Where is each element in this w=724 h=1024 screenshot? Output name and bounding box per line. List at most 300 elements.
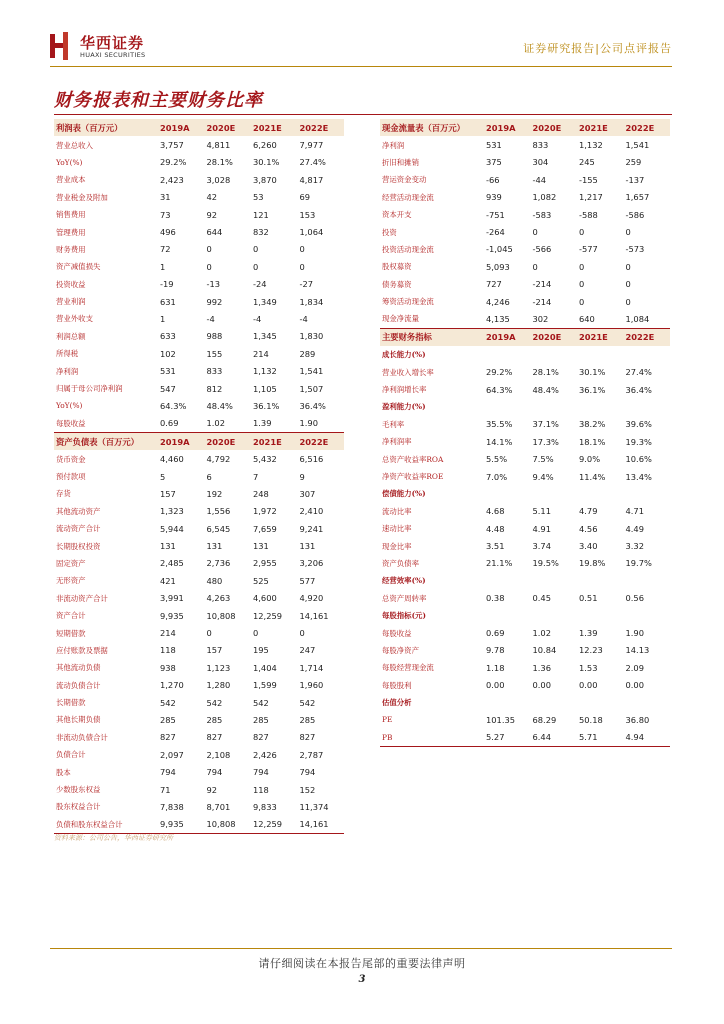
- cell-value: 131: [206, 541, 223, 552]
- cell-value: 542: [206, 697, 223, 708]
- table-row: [54, 450, 344, 467]
- row-label: 资产减值损失: [56, 262, 101, 272]
- cell-value: 525: [253, 575, 269, 586]
- row-label: 固定资产: [56, 558, 86, 568]
- cell-value: 259: [625, 157, 642, 168]
- cell-value: 304: [532, 157, 549, 168]
- row-label: 股东权益合计: [56, 802, 101, 812]
- row-label: 股本: [56, 767, 71, 777]
- cell-value: 0: [532, 261, 538, 272]
- cell-value: 9.4%: [532, 471, 554, 482]
- cell-value: 42: [206, 192, 218, 203]
- row-label: 每股股利: [382, 680, 412, 690]
- cell-value: 2022E: [298, 119, 345, 136]
- row-label: 投资: [382, 227, 397, 237]
- row-label: 其他流动负债: [56, 663, 101, 673]
- cell-value: 1,345: [253, 331, 277, 342]
- cell-value: 195: [253, 645, 269, 656]
- cell-value: 0: [625, 227, 631, 238]
- cell-value: 4,246: [486, 296, 510, 307]
- cell-value: 1.18: [486, 662, 505, 673]
- cell-value: 0.00: [625, 680, 644, 691]
- right-column: [380, 119, 670, 747]
- cell-value: 1.02: [532, 628, 551, 639]
- cell-value: 64.3%: [160, 400, 187, 411]
- table-row: [380, 381, 670, 398]
- cell-value: 155: [206, 348, 223, 359]
- cell-value: 19.7%: [625, 558, 652, 569]
- cell-value: [531, 398, 578, 415]
- cell-value: 5.11: [532, 506, 551, 517]
- row-label: 资产负债率: [382, 558, 419, 568]
- table-row: [54, 206, 344, 223]
- cell-value: 827: [206, 732, 223, 743]
- table-row: [380, 206, 670, 223]
- table-row: [54, 642, 344, 659]
- title-divider: [54, 114, 672, 115]
- cell-value: 247: [299, 645, 316, 656]
- row-label: 股权募资: [382, 262, 412, 272]
- cell-value: 0: [253, 628, 259, 639]
- row-label: 长期借款: [56, 698, 86, 708]
- table-row: [54, 415, 344, 433]
- cell-value: 5.5%: [486, 454, 508, 465]
- row-label: 利润总额: [56, 331, 86, 341]
- cell-value: 496: [160, 227, 176, 238]
- cell-value: 36.4%: [625, 384, 652, 395]
- row-label: 投资收益: [56, 279, 86, 289]
- row-label: 营运资金变动: [382, 175, 427, 185]
- row-label: 短期借款: [56, 628, 86, 638]
- cell-value: 3,991: [160, 593, 184, 604]
- table-row: [54, 607, 344, 624]
- row-label: 财务费用: [56, 244, 86, 254]
- cell-value: [624, 398, 671, 415]
- cell-value: -13: [206, 279, 221, 290]
- cell-value: 121: [253, 209, 269, 220]
- cell-value: 542: [253, 697, 269, 708]
- cell-value: 9,935: [160, 610, 184, 621]
- cell-value: 1,132: [253, 366, 277, 377]
- cell-value: [484, 572, 531, 589]
- table-row: [54, 694, 344, 711]
- cell-value: 0: [206, 244, 212, 255]
- cell-value: 939: [486, 192, 502, 203]
- cell-value: 157: [160, 488, 176, 499]
- table-header: [54, 433, 344, 451]
- cell-value: 0.69: [158, 415, 205, 433]
- table-row: [380, 276, 670, 293]
- cell-value: 542: [160, 697, 176, 708]
- cell-value: 0: [299, 628, 305, 639]
- row-label: PB: [380, 729, 484, 747]
- cell-value: 1,280: [206, 680, 231, 691]
- group-heading: [380, 485, 670, 502]
- cell-value: 3,028: [206, 174, 231, 185]
- row-label: 净利润: [382, 140, 405, 150]
- cell-value: 1.90: [298, 415, 345, 433]
- cell-value: 30.1%: [253, 157, 280, 168]
- cell-value: 30.1%: [579, 367, 606, 378]
- cell-value: 631: [160, 296, 176, 307]
- cell-value: 1: [160, 313, 166, 324]
- source-note: 资料来源：公司公告，华西证券研究所: [54, 834, 173, 842]
- cell-value: 1,132: [579, 140, 603, 151]
- row-label: 少数股东权益: [56, 785, 101, 795]
- table-row: [54, 746, 344, 763]
- cell-value: 3.32: [625, 541, 644, 552]
- cell-value: 12,259: [253, 610, 283, 621]
- cell-value: 827: [160, 732, 176, 743]
- row-label: 管理费用: [56, 227, 86, 237]
- cell-value: 2,485: [160, 558, 184, 569]
- cell-value: 2020E: [205, 433, 252, 451]
- table-row: [380, 711, 670, 728]
- table-row: [54, 816, 344, 834]
- cell-value: 4.48: [486, 523, 505, 534]
- cell-value: 2021E: [251, 119, 298, 136]
- row-label: 负债合计: [56, 750, 86, 760]
- cell-value: 5,432: [253, 454, 277, 465]
- row-label: 现金流量表（百万元）: [380, 119, 484, 136]
- table-row: [380, 677, 670, 694]
- table-row: [54, 223, 344, 240]
- cell-value: 1,349: [253, 296, 277, 307]
- cell-value: 4,460: [160, 454, 184, 465]
- cell-value: 794: [160, 767, 176, 778]
- cell-value: 0: [625, 261, 631, 272]
- cell-value: -155: [579, 174, 598, 185]
- row-label: 无形资产: [56, 576, 86, 586]
- table-row: [380, 450, 670, 467]
- cell-value: 8,701: [206, 801, 231, 812]
- cell-value: 10.6%: [625, 454, 652, 465]
- cell-value: 214: [253, 348, 269, 359]
- cell-value: 1,972: [253, 506, 277, 517]
- row-label: 资产合计: [56, 611, 86, 621]
- cell-value: 18.1%: [579, 436, 606, 447]
- cell-value: 68.29: [532, 714, 557, 725]
- cell-value: 214: [160, 628, 176, 639]
- table-row: [380, 293, 670, 310]
- row-label: 长期股权投资: [56, 541, 101, 551]
- cell-value: 248: [253, 488, 269, 499]
- cell-value: 7,838: [160, 801, 184, 812]
- row-label: YoY(%): [56, 157, 83, 167]
- cell-value: -4: [299, 313, 308, 324]
- table-row: [54, 136, 344, 153]
- cell-value: 375: [486, 157, 502, 168]
- table-header: [380, 119, 670, 136]
- cell-value: 9.0%: [579, 454, 601, 465]
- cell-value: [484, 694, 531, 711]
- row-label: 毛利率: [382, 419, 405, 429]
- row-label: 其他流动资产: [56, 506, 101, 516]
- table-row: [380, 555, 670, 572]
- row-label: 每股净资产: [382, 645, 419, 655]
- cell-value: 11.4%: [579, 471, 606, 482]
- table-row: [54, 624, 344, 641]
- cell-value: 3,757: [160, 140, 184, 151]
- cell-value: [577, 398, 624, 415]
- financial-table-right: [380, 119, 670, 747]
- table-row: [54, 677, 344, 694]
- table-row: [380, 537, 670, 554]
- cell-value: 4.94: [624, 729, 671, 747]
- cell-value: [484, 398, 531, 415]
- table-row: [54, 572, 344, 589]
- cell-value: 3,206: [299, 558, 324, 569]
- cell-value: [531, 572, 578, 589]
- row-label: 现金比率: [382, 541, 412, 551]
- cell-value: 72: [160, 244, 171, 255]
- cell-value: 2019A: [484, 328, 531, 346]
- cell-value: 9.78: [486, 645, 505, 656]
- cell-value: 14,161: [298, 816, 345, 834]
- cell-value: -4: [206, 313, 215, 324]
- cell-value: 14,161: [299, 610, 329, 621]
- cell-value: 794: [299, 767, 316, 778]
- cell-value: 827: [253, 732, 269, 743]
- table-row: [54, 310, 344, 327]
- row-label: 经营活动现金流: [382, 192, 434, 202]
- row-label: 偿债能力(%): [382, 489, 426, 499]
- cell-value: -44: [532, 174, 547, 185]
- cell-value: 421: [160, 575, 176, 586]
- row-label: 营业利润: [56, 297, 86, 307]
- table-row: [380, 503, 670, 520]
- cell-value: 37.1%: [532, 419, 559, 430]
- cell-value: 1.02: [205, 415, 252, 433]
- report-type: 证券研究报告|公司点评报告: [523, 42, 672, 55]
- cell-value: 4,811: [206, 140, 231, 151]
- cell-value: 5,093: [486, 261, 510, 272]
- cell-value: 13.4%: [625, 471, 652, 482]
- table-row: [54, 468, 344, 485]
- cell-value: 1,960: [299, 680, 324, 691]
- cell-value: 2,108: [206, 749, 231, 760]
- cell-value: 0: [625, 279, 631, 290]
- cell-value: 0: [579, 279, 585, 290]
- cell-value: -264: [486, 227, 505, 238]
- cell-value: 938: [160, 662, 176, 673]
- table-row: [380, 520, 670, 537]
- cell-value: 92: [206, 209, 218, 220]
- table-row: [54, 241, 344, 258]
- cell-value: 10,808: [206, 610, 236, 621]
- cell-value: 577: [299, 575, 316, 586]
- row-label: 负债和股东权益合计: [54, 816, 158, 834]
- row-label: 存货: [56, 489, 71, 499]
- row-label: YoY(%): [56, 401, 83, 411]
- cell-value: 1,064: [299, 227, 324, 238]
- row-label: 债务募资: [382, 279, 412, 289]
- table-row: [54, 397, 344, 414]
- cell-value: 992: [206, 296, 223, 307]
- row-label: 其他长期负债: [56, 715, 101, 725]
- cell-value: 1,105: [253, 383, 277, 394]
- cell-value: 1.36: [532, 662, 551, 673]
- cell-value: 832: [253, 227, 269, 238]
- cell-value: [624, 572, 671, 589]
- cell-value: 1.39: [251, 415, 298, 433]
- row-label: 每股指标(元): [382, 611, 426, 621]
- cell-value: 10,808: [205, 816, 252, 834]
- cell-value: 14.1%: [486, 436, 513, 447]
- cell-value: 28.1%: [532, 367, 559, 378]
- table-row: [380, 241, 670, 258]
- cell-value: [624, 346, 671, 363]
- cell-value: 4,600: [253, 593, 277, 604]
- table-header: [380, 328, 670, 346]
- cell-value: [531, 694, 578, 711]
- row-label: 归属于母公司净利润: [56, 384, 123, 394]
- row-label: 现金净流量: [382, 314, 419, 324]
- table-row: [54, 345, 344, 362]
- header-divider: [50, 66, 672, 67]
- cell-value: 38.2%: [579, 419, 606, 430]
- cell-value: 10.84: [532, 645, 557, 656]
- cell-value: 7.5%: [532, 454, 554, 465]
- cell-value: 285: [253, 714, 269, 725]
- cell-value: 1,123: [206, 662, 231, 673]
- row-label: 经营效率(%): [382, 576, 426, 586]
- table-row: [54, 763, 344, 780]
- cell-value: [531, 607, 578, 624]
- cell-value: 2,426: [253, 749, 277, 760]
- footer-divider: [50, 948, 672, 949]
- table-row: [54, 781, 344, 798]
- cell-value: 2022E: [624, 119, 671, 136]
- row-label: 营业外收支: [56, 314, 93, 324]
- cell-value: [531, 485, 578, 502]
- cell-value: 1,507: [299, 383, 324, 394]
- table-row: [54, 380, 344, 397]
- cell-value: -588: [579, 209, 598, 220]
- cell-value: 3.40: [579, 541, 598, 552]
- cell-value: 0.69: [486, 628, 505, 639]
- row-label: 利润表（百万元）: [54, 119, 158, 136]
- cell-value: 531: [160, 366, 176, 377]
- cell-value: 4.56: [579, 523, 598, 534]
- row-label: 流动负债合计: [56, 680, 101, 690]
- table-row: [54, 729, 344, 746]
- cell-value: 4.79: [579, 506, 598, 517]
- cell-value: 633: [160, 331, 176, 342]
- cell-value: 12,259: [251, 816, 298, 834]
- cell-value: 5.27: [484, 729, 531, 747]
- table-row: [380, 171, 670, 188]
- cell-value: 0: [299, 244, 305, 255]
- cell-value: [577, 346, 624, 363]
- cell-value: 2,423: [160, 174, 184, 185]
- cell-value: [531, 346, 578, 363]
- cell-value: 833: [532, 140, 549, 151]
- cell-value: 2019A: [484, 119, 531, 136]
- table-row: [54, 711, 344, 728]
- huaxi-logo-icon: [50, 32, 72, 60]
- group-heading: [380, 572, 670, 589]
- cell-value: 5: [160, 471, 166, 482]
- cell-value: 4.71: [625, 506, 644, 517]
- cell-value: [624, 607, 671, 624]
- cell-value: -24: [253, 279, 267, 290]
- cell-value: 36.4%: [299, 400, 326, 411]
- cell-value: 542: [299, 697, 316, 708]
- cell-value: 102: [160, 348, 176, 359]
- cell-value: 1,270: [160, 680, 184, 691]
- row-label: 所得税: [56, 349, 79, 359]
- cell-value: [484, 485, 531, 502]
- cell-value: 2021E: [577, 119, 624, 136]
- cell-value: 19.3%: [625, 436, 652, 447]
- cell-value: 11,374: [299, 801, 329, 812]
- cell-value: 0: [206, 628, 212, 639]
- cell-value: 7,659: [253, 523, 277, 534]
- row-label: 资产负债表（百万元）: [54, 433, 158, 451]
- cell-value: 27.4%: [625, 367, 652, 378]
- row-label: 每股经营现金流: [382, 663, 434, 673]
- cell-value: 0: [532, 227, 538, 238]
- table-row: [54, 555, 344, 572]
- cell-value: 6,260: [253, 140, 277, 151]
- cell-value: -566: [532, 244, 552, 255]
- cell-value: -583: [532, 209, 552, 220]
- table-row: [54, 537, 344, 554]
- cell-value: 6: [206, 471, 212, 482]
- cell-value: 794: [253, 767, 269, 778]
- left-column: [54, 119, 344, 834]
- cell-value: 14.13: [625, 645, 650, 656]
- cell-value: [577, 485, 624, 502]
- row-label: PE: [382, 715, 393, 725]
- cell-value: 7.0%: [486, 471, 508, 482]
- cell-value: 0.51: [579, 593, 598, 604]
- cell-value: 285: [299, 714, 316, 725]
- cell-value: 1,084: [625, 313, 650, 324]
- cell-value: 3.51: [486, 541, 505, 552]
- cell-value: 64.3%: [486, 384, 513, 395]
- cell-value: 4.49: [625, 523, 644, 534]
- cell-value: 0.00: [532, 680, 551, 691]
- cell-value: 48.4%: [206, 400, 233, 411]
- row-label: 非流动资产合计: [56, 593, 108, 603]
- cell-value: -214: [532, 279, 552, 290]
- cell-value: 3,870: [253, 174, 277, 185]
- cell-value: 2.09: [625, 662, 644, 673]
- table-row: [54, 171, 344, 188]
- cell-value: 794: [206, 767, 223, 778]
- cell-value: 131: [299, 541, 316, 552]
- cell-value: 833: [206, 366, 223, 377]
- cell-value: 31: [160, 192, 171, 203]
- row-label: 每股收益: [382, 628, 412, 638]
- table-row: [54, 258, 344, 275]
- cell-value: 9,935: [158, 816, 205, 834]
- table-row: [54, 189, 344, 206]
- cell-value: -4: [253, 313, 262, 324]
- table-row: [380, 136, 670, 153]
- cell-value: 118: [253, 784, 269, 795]
- table-row: [54, 276, 344, 293]
- cell-value: 0: [206, 261, 212, 272]
- cell-value: 1,082: [532, 192, 557, 203]
- cell-value: 9,833: [253, 801, 277, 812]
- cell-value: 1,830: [299, 331, 324, 342]
- row-label: 销售费用: [56, 210, 86, 220]
- cell-value: 4,263: [206, 593, 231, 604]
- cell-value: 302: [532, 313, 549, 324]
